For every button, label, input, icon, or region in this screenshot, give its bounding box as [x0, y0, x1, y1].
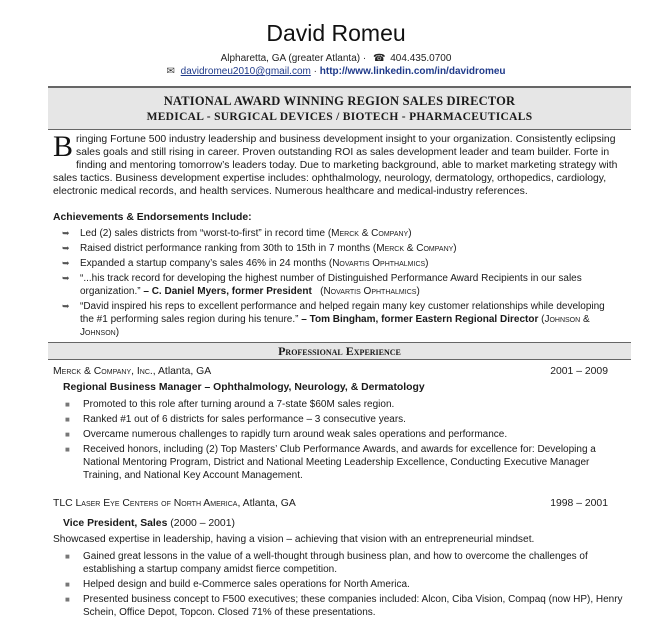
job-intro: Showcased expertise in leadership, having a vision – achieving that vision with an entrepreneurial mindset.	[53, 534, 535, 545]
list-item	[63, 413, 623, 426]
job-header	[53, 498, 608, 509]
job-dates: 1998 – 2001	[550, 498, 608, 509]
item-attribution: – C. Daniel Myers, former President	[143, 286, 312, 297]
list-item	[63, 593, 623, 619]
item-text: Expanded a startup company’s sales 46% in 24 months (	[80, 258, 333, 269]
item-text: Received honors, including (2) Top Masters’ Club Performance Awards, and awards for excellence for: Developing a National Mentoring Program, District and National Meeting Leadership Excellence, Conducting Executive Manager Training, and National Key Account Management.	[83, 444, 596, 481]
square-bullet-icon: ■	[65, 415, 70, 424]
item-end: )	[416, 286, 420, 297]
item-text: Ranked #1 out of 6 districts for sales performance – 3 consecutive years.	[83, 414, 406, 425]
square-bullet-icon: ■	[65, 595, 70, 604]
item-org-prefix: (	[311, 286, 324, 297]
list-item	[63, 398, 623, 411]
job-bullets	[63, 398, 623, 484]
linkedin-link[interactable]: http://www.linkedin.com/in/davidromeu	[319, 66, 506, 77]
square-bullet-icon: ■	[65, 445, 70, 454]
email-link[interactable]: davidromeu2010@gmail.com	[180, 66, 311, 77]
item-text: “...his track record for developing the highest number of Distinguished Performance Award Recipients in our sales organization.”	[80, 273, 582, 297]
headline-title: NATIONAL AWARD WINNING REGION SALES DIRECTOR	[163, 94, 516, 108]
company-location: , Atlanta, GA	[237, 498, 296, 509]
item-text: Overcame numerous challenges to rapidly turn around weak sales operations and performance.	[83, 429, 508, 440]
item-text: Raised district performance ranking from 30th to 15th in 7 months (	[80, 243, 377, 254]
item-attribution: – Tom Bingham, former Eastern Regional Director	[301, 314, 539, 325]
role-years: (2000 – 2001)	[167, 518, 235, 529]
headline-banner	[48, 86, 631, 130]
list-item	[63, 578, 623, 591]
achievements-title: Achievements & Endorsements Include:	[53, 212, 252, 223]
list-item	[63, 550, 623, 576]
item-end: )	[408, 228, 412, 239]
arrow-bullet-icon: ➥	[62, 228, 70, 238]
list-item	[60, 272, 620, 298]
item-end: )	[115, 327, 120, 338]
headline-subtitle: MEDICAL - SURGICAL DEVICES / BIOTECH - PHARMACEUTICALS	[146, 111, 533, 123]
company-name: TLC Laser Eye Centers of North America	[53, 498, 238, 509]
list-item	[60, 257, 620, 270]
item-text: Helped design and build e-Commerce sales operations for North America.	[83, 579, 410, 590]
contact-links-line	[0, 66, 672, 77]
phone-icon: ☎	[373, 53, 386, 64]
list-item	[63, 428, 623, 441]
company-location: , Atlanta, GA	[152, 366, 212, 377]
mail-icon: ✉	[166, 66, 175, 77]
item-org-prefix: (	[538, 314, 545, 325]
item-end: )	[425, 258, 429, 269]
contact-address-line	[0, 53, 672, 64]
job-header	[53, 366, 608, 377]
arrow-bullet-icon: ➥	[62, 258, 70, 268]
list-item	[60, 242, 620, 255]
item-text: Led (2) sales districts from “worst-to-first” in record time (	[80, 228, 332, 239]
item-org: Merck & Company	[376, 243, 454, 254]
summary-paragraph	[53, 130, 625, 198]
arrow-bullet-icon: ➥	[62, 273, 70, 283]
list-item	[63, 443, 623, 482]
company-name: Merck & Company, Inc.	[53, 366, 153, 377]
achievements-list	[60, 227, 620, 341]
job-dates: 2001 – 2009	[550, 366, 608, 377]
arrow-bullet-icon: ➥	[62, 243, 70, 253]
job-role	[63, 518, 235, 529]
phone-number: 404.435.0700	[390, 53, 452, 64]
item-org: Novartis Ophthalmics	[332, 258, 426, 269]
item-text: Gained great lessons in the value of a well-thought through business plan, and how to overcome the challenges of establishing a startup company amidst fierce competition.	[83, 551, 588, 575]
job-role: Regional Business Manager – Ophthalmology, Neurology, & Dermatology	[63, 382, 425, 393]
summary-text: ringing Fortune 500 industry leadership and business development insight to your organization. Consistently eclipsing sales goals and still rising in career. Proven outstanding ROI as sales development leader and team builder. Forte in finding and mentoring tomorrow’s leaders today. Due to marketing background, able to market marketing strategy with sales tactics. Business development expertise includes: ophthalmology, neurology, dermatology, orthopedics, cardiology, electronic medical records, and health services. Numerous healthcare and medical-industry references.	[53, 134, 618, 197]
item-text: Promoted to this role after turning around a 7-state $60M sales region.	[83, 399, 395, 410]
list-item	[60, 227, 620, 240]
location-text: Alpharetta, GA (greater Atlanta) ·	[220, 53, 367, 64]
arrow-bullet-icon: ➥	[62, 301, 70, 311]
job-bullets	[63, 550, 623, 621]
summary-dropcap: B	[53, 130, 74, 163]
item-text: Presented business concept to F500 executives; these companies included: Alcon, Ciba Vision, Compaq (now HP), Henry Schein, Office Depot, Topcon. Closed 71% of these presentations.	[83, 594, 623, 618]
square-bullet-icon: ■	[65, 430, 70, 439]
experience-section-header: Professional Experience	[48, 342, 631, 360]
item-text: “David inspired his reps to excellent performance and helped regain many key customer relationships while developing the #1 performing sales region during his tenure.”	[80, 301, 605, 325]
candidate-name: David Romeu	[266, 20, 406, 46]
link-separator: ·	[313, 66, 317, 77]
list-item	[60, 300, 620, 339]
item-end: )	[453, 243, 457, 254]
item-org: Merck & Company	[331, 228, 409, 239]
item-org: Novartis Ophthalmics	[323, 286, 417, 297]
square-bullet-icon: ■	[65, 552, 70, 561]
square-bullet-icon: ■	[65, 580, 70, 589]
square-bullet-icon: ■	[65, 400, 70, 409]
role-title: Vice President, Sales	[63, 518, 168, 529]
item-org: Johnson & Johnson	[80, 314, 590, 338]
